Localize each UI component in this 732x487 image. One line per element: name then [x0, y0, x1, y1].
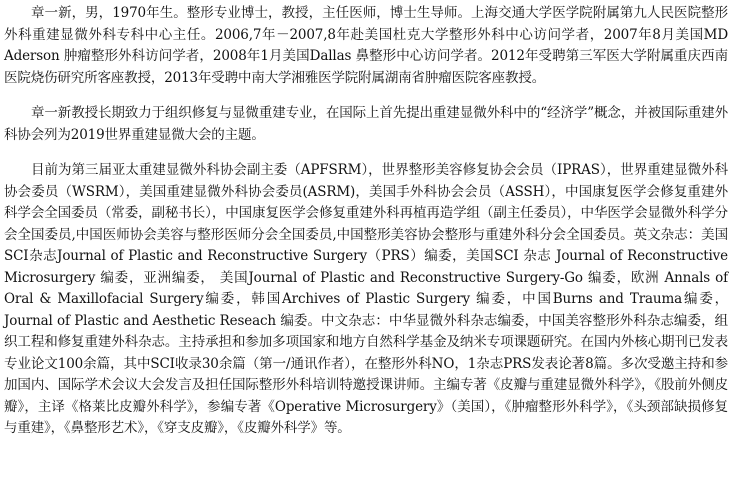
paragraph-background: 章一新，男，1970年生。整形专业博士，教授，主任医师，博士生导师。上海交通大学医学院附属第九人民医院整形外科重建显微外科专科中心主任。2006,7年－2007,8年赴美国杜克大学整形外科中心访问学者，2007年8月美国MD Aderson 肿瘤整形外科访问学者，2008年1月美国Dallas 鼻整形中心访问学者。2012年受聘第三军医大学附属重庆西南医院烧伤研究所客座教授，2013年受聘中南大学湘雅医学院附属湖南省肿瘤医院客座教授。: [4, 5, 728, 86]
paragraph-research-focus: 章一新教授长期致力于组织修复与显微重建专业，在国际上首先提出重建显微外科中的“经济学”概念，并被国际重建外科协会列为2019世界重建显微大会的主题。: [4, 105, 728, 143]
paragraph-positions: 目前为第三届亚太重建显微外科协会副主委（APFSRM），世界整形美容修复协会会员（IPRAS），世界重建显微外科协会委员（WSRM），美国重建显微外科协会委员(ASRM)，美国手外科协会会员（ASSH），中国康复医学会修复重建外科学会全国委员（常委，副秘书长），中国康复医学会修复重建外科再植再造学组（副主任委员），中华医学会显微外科学分会全国委员,中国医师协会美容与整形医师分会全国委员,中国整形美容协会整形与重建外科分会全国委员。英文杂志：美国SCI杂志Journal of Plastic and Reconstructive Surgery（PRS）编委，美国SCI 杂志 Journal of Reconstructive Microsurgery 编委，亚洲编委， 美国Journal of Plastic and Reconstructive Surgery-Go 编委，欧洲 Annals of Oral & Maxillofacial Surgery编委，韩国Archives of Plastic Surgery 编委，中国Burns and Trauma编委， Journal of Plastic and Aesthetic Reseach 编委。中文杂志：中华显微外科杂志编委，中国美容整形外科杂志编委，组织工程和修复重建外科杂志。主持承担和参加多项国家和地方自然科学基金及纳米专项课题研究。在国内外核心期刊已发表专业论文100余篇，其中SCI收录30余篇（第一/通讯作者），在整形外科NO，1杂志PRS发表论著8篇。多次受邀主持和参加国内、国际学术会议大会发言及担任国际整形外科培训特邀授课讲师。主编专著《皮瓣与重建显微外科学》，《股前外侧皮瓣》，主译《格莱比皮瓣外科学》，参编专著《Operative Microsurgery》（美国），《肿瘤整形外科学》，《头颈部缺损修复与重建》，《鼻整形艺术》，《穿支皮瓣》，《皮瓣外科学》等。: [4, 162, 728, 436]
